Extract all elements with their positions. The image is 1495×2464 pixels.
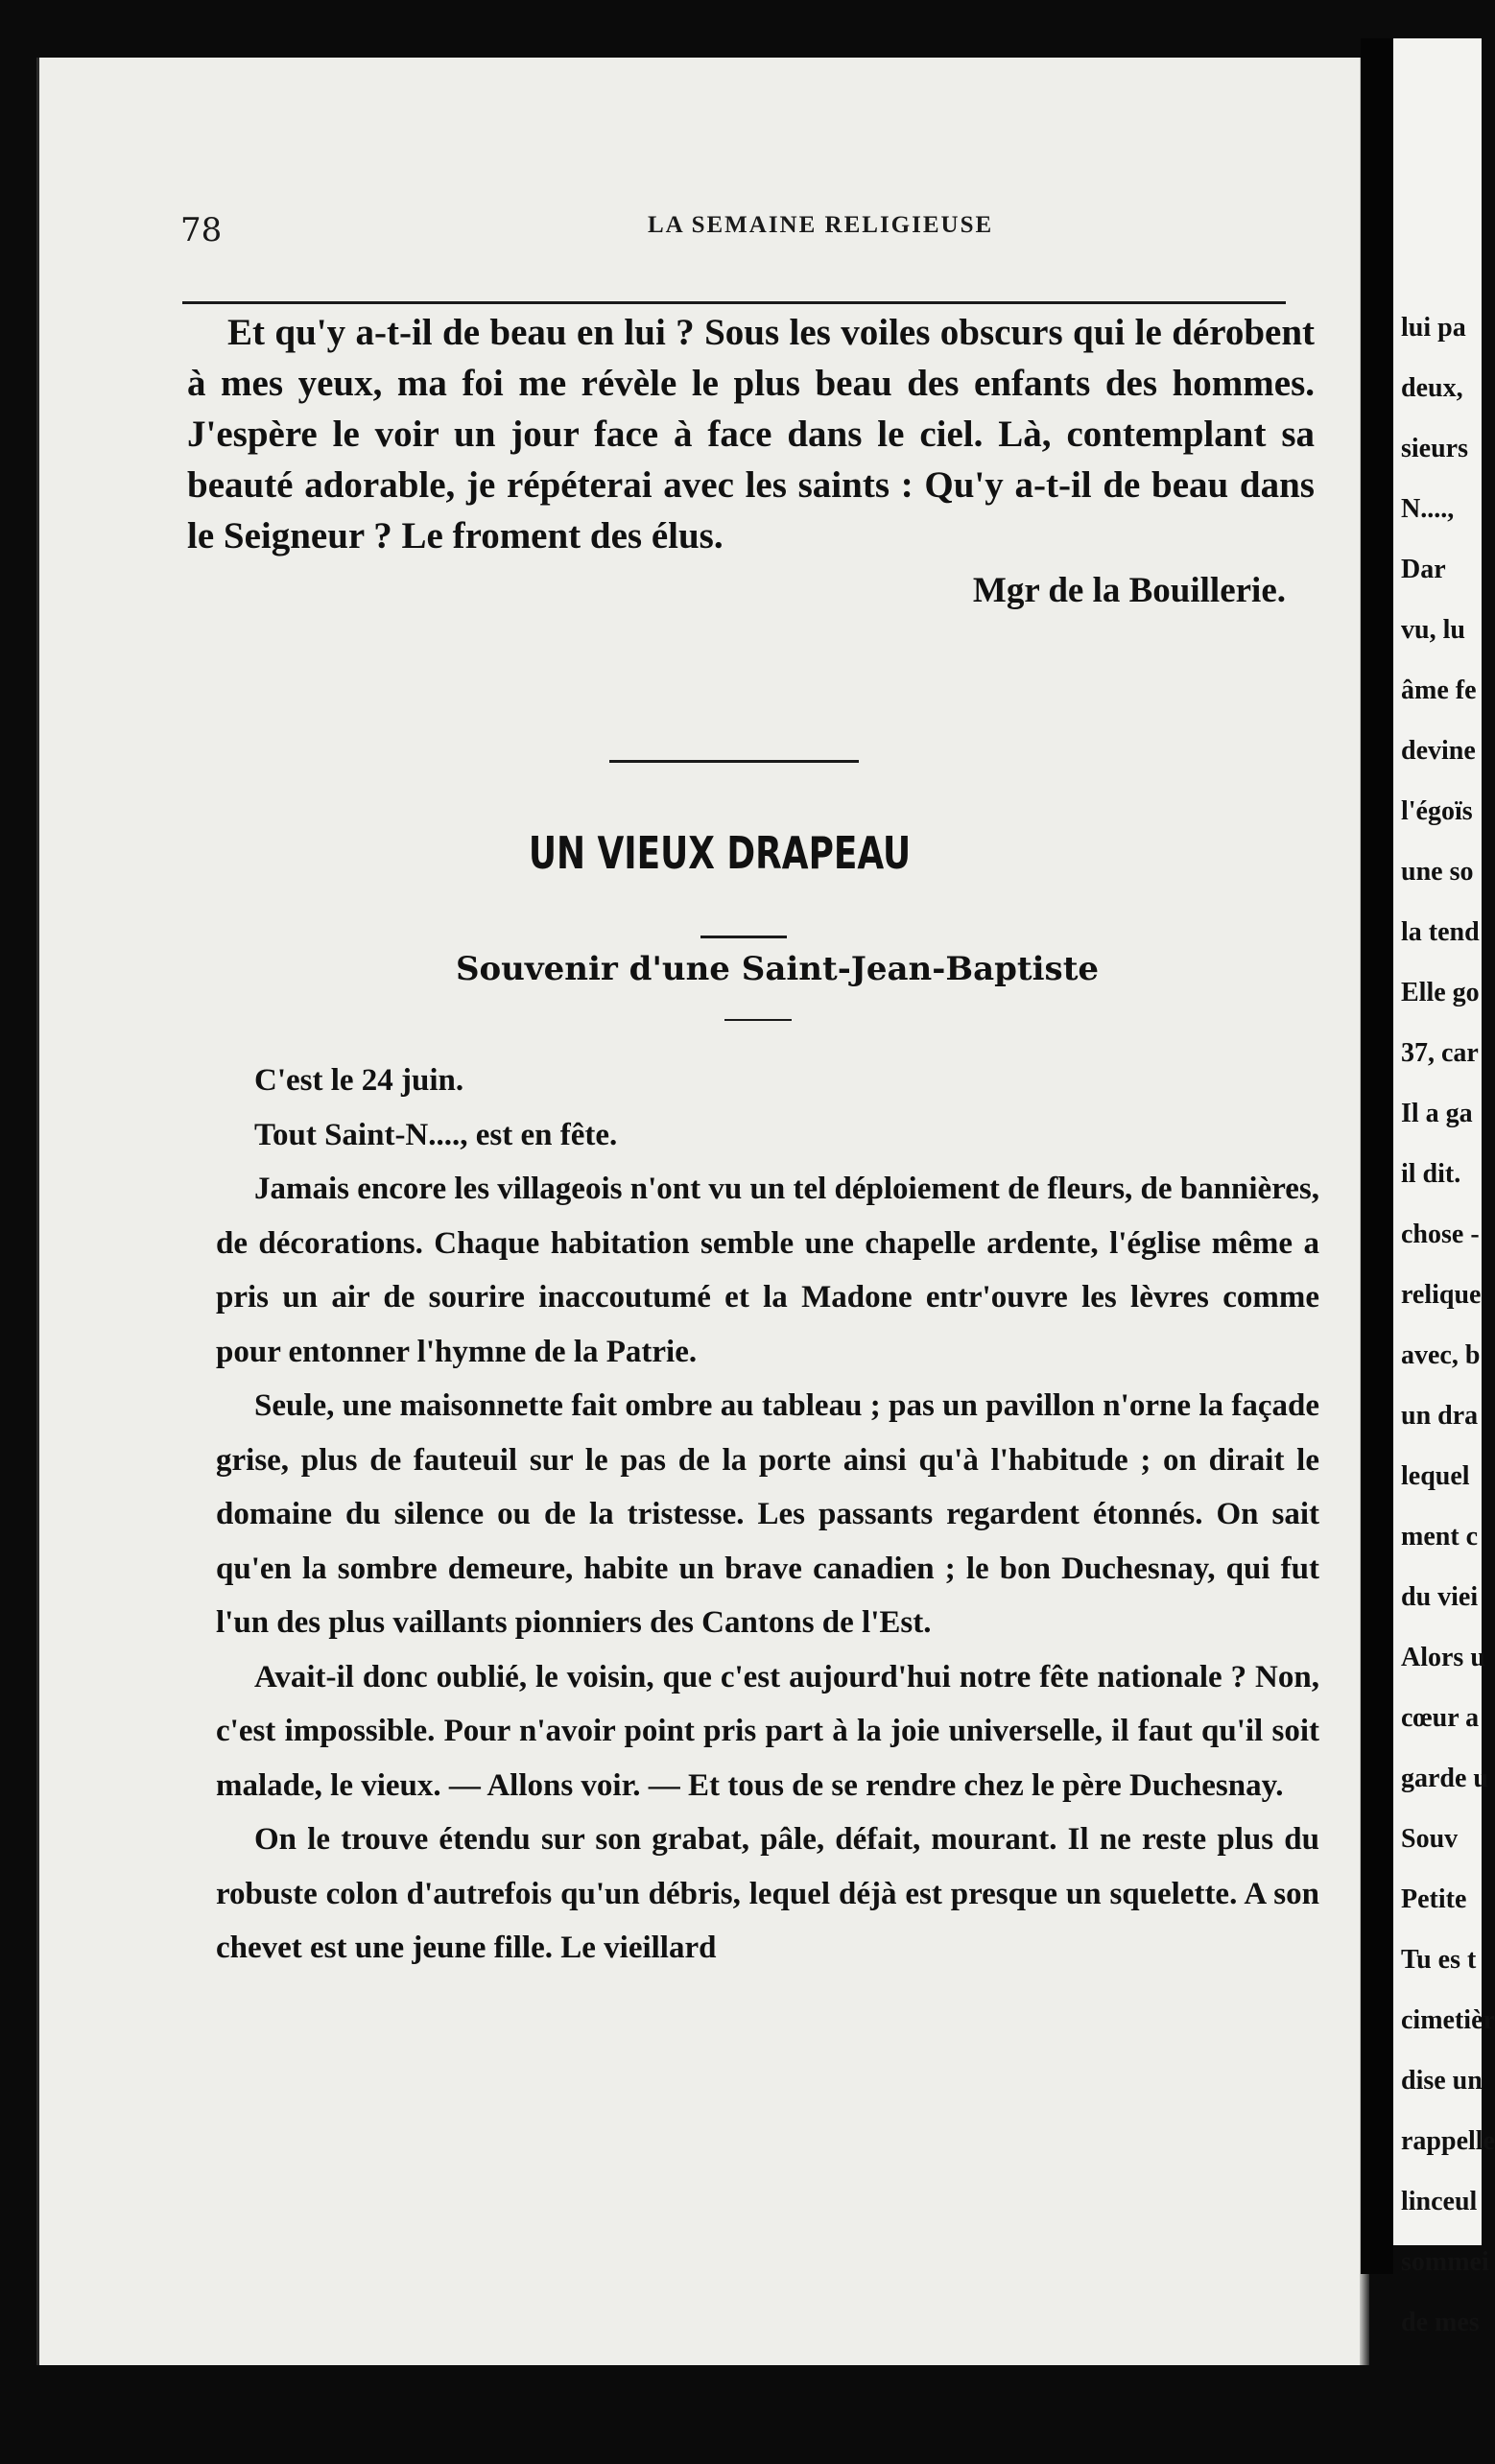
facing-page-line: il dit. [1401,1159,1461,1189]
facing-page-line: Souv [1401,1824,1459,1854]
facing-page-line: une so [1401,857,1474,887]
facing-page-line: lui pa [1401,313,1466,343]
article-title: UN VIEUX DRAPEAU [528,827,912,879]
facing-page-line: Il a ga [1401,1099,1473,1128]
facing-page-text [1401,297,1495,2353]
page-header [144,187,1286,254]
article-subtitle: Souvenir d'une Saint-Jean-Baptiste [455,950,1100,988]
facing-page-line: dise un [1401,2066,1483,2096]
facing-page-line: rappelle [1401,2126,1495,2156]
facing-page-line: ment c [1401,1522,1479,1552]
facing-page-line: linceul [1401,2187,1478,2216]
facing-page-line: de mes [1401,2308,1480,2337]
facing-page-line: 37, car [1401,1038,1479,1068]
article-paragraph: Jamais encore les villageois n'ont vu un tel déploiement de fleurs, de bannières, de décorations. Chaque habitation semble une chapelle ardente, l'église même a pris un air de sourire inaccoutumé et la Madone entr'ouvre les lèvres comme pour entonner l'hymne de la Patrie. [216,1172,1319,1369]
subtitle-separator [724,1019,792,1021]
article-body [216,1054,1319,1976]
intro-block [187,307,1315,616]
facing-page-line: Petite [1401,1884,1467,1914]
facing-page-line: l'égoïs [1401,796,1473,826]
facing-page-line: cimetièr [1401,2005,1495,2035]
facing-page-line: devine [1401,736,1476,766]
facing-page-line: Elle go [1401,978,1480,1007]
facing-page-line: N...., [1401,494,1455,524]
facing-page-line: Dar [1401,555,1446,584]
header-rule [182,301,1286,304]
facing-page-line: Tu es t [1401,1945,1477,1975]
facing-page-line: cœur a [1401,1703,1480,1733]
article-paragraph: Seule, une maisonnette fait ombre au tableau ; pas un pavillon n'orne la façade grise, plus de fauteuil sur le pas de la porte ainsi qu'à l'habitude ; on dirait le domaine du silence ou de la tristesse. Les passants regardent étonnés. On sait qu'en la sombre demeure, habite un brave canadien ; le bon Duchesnay, qui fut l'un des plus vaillants pionniers des Cantons de l'Est. [216,1388,1319,1640]
facing-page-line: deux, [1401,373,1463,403]
article-paragraph: Avait-il donc oublié, le voisin, que c'est aujourd'hui notre fête nationale ? Non, c'est impossible. Pour n'avoir point pris part à la joie universelle, il faut qu'il soit malade, le vieux. — Allons voir. — Et tous de se rendre chez le père Duchesnay. [216,1659,1319,1803]
facing-page-line: un dra [1401,1401,1479,1431]
article-paragraph: On le trouve étendu sur son grabat, pâle, défait, mourant. Il ne reste plus du robuste colon d'autrefois qu'un débris, lequel déjà est presque un squelette. A son chevet est une jeune fille. Le vieillard [216,1822,1319,1965]
article-paragraph: C'est le 24 juin. [254,1063,464,1098]
facing-page [1393,38,1495,2337]
facing-page-line: sommei [1401,2247,1489,2277]
article-paragraph: Tout Saint-N...., est en fête. [254,1117,618,1152]
facing-page-line: du viei [1401,1582,1479,1612]
facing-page-line: la tend [1401,917,1480,947]
title-separator [700,936,787,938]
facing-page-line: chose - [1401,1220,1480,1249]
running-title: LA SEMAINE RELIGIEUSE [648,212,994,238]
facing-page-line: garde u [1401,1764,1488,1793]
intro-paragraph: Et qu'y a-t-il de beau en lui ? Sous les voiles obscurs qui le dérobent à mes yeux, ma foi me révèle le plus beau des enfants des hommes. J'espère le voir un jour face à face dans le ciel. Là, contemplant sa beauté adorable, je répéterai avec les saints : Qu'y a-t-il de beau dans le Seigneur ? Le froment des élus. [187,312,1315,557]
facing-page-line: lequel [1401,1461,1470,1491]
facing-page-line: sieurs [1401,434,1468,463]
book-gutter [1361,38,1393,2274]
facing-page-line: vu, lu [1401,615,1465,645]
facing-page-line: Alors u [1401,1643,1485,1672]
page-number: 78 [180,211,223,249]
facing-page-line: avec, b [1401,1340,1481,1370]
facing-page-line: relique [1401,1280,1482,1310]
signature: Mgr de la Bouillerie. [972,571,1286,610]
section-separator [609,760,859,763]
facing-page-line: âme fe [1401,675,1477,705]
